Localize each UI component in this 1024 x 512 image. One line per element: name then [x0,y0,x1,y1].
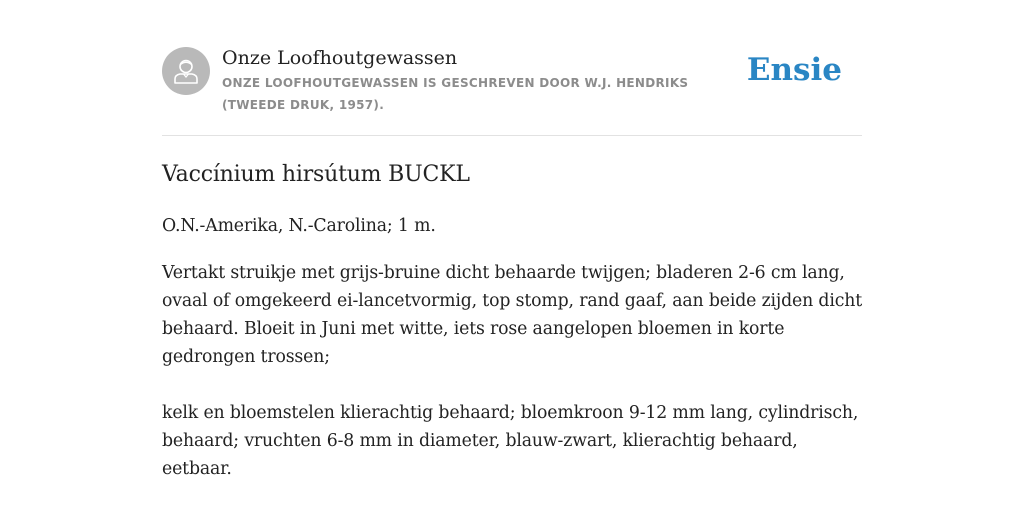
entry-description-1: Vertakt struikje met grijs-bruine dicht behaarde twijgen; bladeren 2-6 cm lang, ovaal of omgekeerd ei-lancetvormig, top stomp, rand gaaf, aan beide zijden dicht behaard. Bloeit in Juni met witte, iets rose aangelopen bloemen in korte gedrongen trossen; [162,263,863,367]
source-header [162,46,862,136]
source-description: ONZE LOOFHOUTGEWASSEN IS GESCHREVEN DOOR W.J. HENDRIKS (TWEEDE DRUK, 1957). [222,76,689,112]
avatar [162,47,210,95]
divider [162,135,862,136]
entry-description-2: kelk en bloemstelen klierachtig behaard; bloemkroon 9-12 mm lang, cylindrisch, behaard; vruchten 6-8 mm in diameter, blauw-zwart, klierachtig behaard, eetbaar. [162,403,859,479]
brand-logo[interactable]: Ensie [746,52,842,88]
entry-content [162,158,866,483]
entry-origin: O.N.-Amerika, N.-Carolina; 1 m. [162,216,436,236]
source-title[interactable]: Onze Loofhoutgewassen [222,47,458,69]
entry-title: Vaccínium hirsútum BUCKL [162,162,470,187]
user-icon [162,47,210,95]
